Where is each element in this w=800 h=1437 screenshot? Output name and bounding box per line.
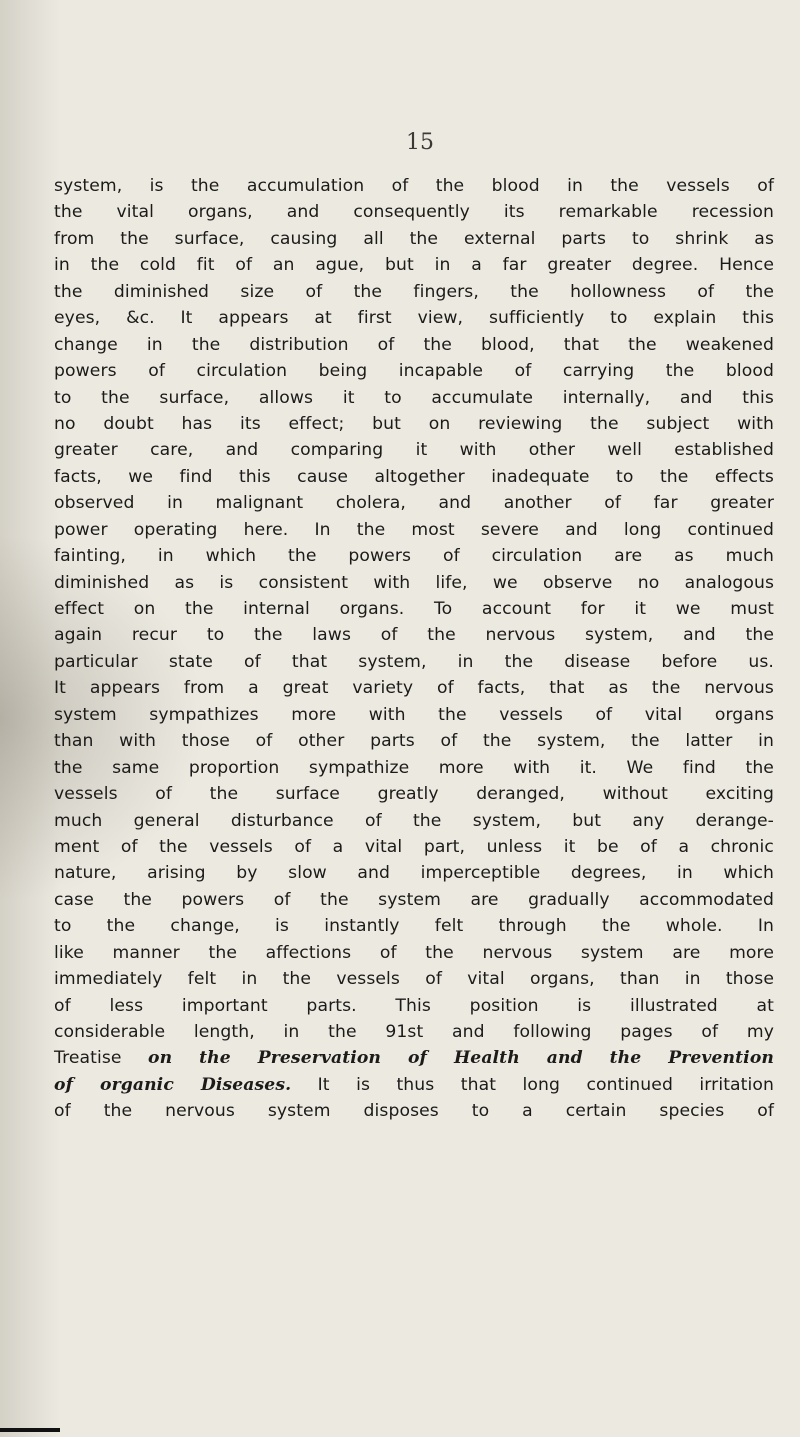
- text-line: particular state of that system, in the disease before us.: [54, 651, 774, 672]
- text-line: ment of the vessels of a vital part, unless it be of a chronic: [54, 836, 774, 857]
- text-line: fainting, in which the powers of circulation are as much: [54, 546, 774, 567]
- text-line: case the powers of the system are gradually accommodated: [54, 889, 774, 910]
- text-line: greater care, and comparing it with other well established: [54, 440, 774, 461]
- text-line: [54, 1045, 774, 1071]
- text-line: like manner the affections of the nervous system are more: [54, 942, 774, 963]
- text-line: in the cold fit of an ague, but in a far greater degree. Hence: [54, 255, 774, 276]
- text-line: of the nervous system disposes to a certain species of: [54, 1101, 774, 1122]
- text-line: power operating here. In the most severe and long continued: [54, 519, 774, 540]
- text-line: observed in malignant cholera, and another of far greater: [54, 493, 774, 514]
- text-line: considerable length, in the 91st and following pages of my: [54, 1022, 774, 1042]
- text-run: Treatise: [54, 1048, 149, 1069]
- text-line: It appears from a great variety of facts, that as the nervous: [54, 678, 774, 699]
- page-number: 15: [406, 130, 434, 155]
- text-line: change in the distribution of the blood, that the weakened: [54, 334, 774, 355]
- text-line: eyes, &c. It appears at first view, sufficiently to explain this: [54, 308, 774, 329]
- text-line: to the change, is instantly felt through the whole. In: [54, 916, 774, 937]
- text-line: diminished as is consistent with life, we observe no analogous: [54, 572, 774, 593]
- text-line: the same proportion sympathize more with it. We find the: [54, 757, 774, 778]
- text-line: powers of circulation being incapable of carrying the blood: [54, 361, 774, 382]
- text-line: the vital organs, and consequently its remarkable recession: [54, 202, 774, 223]
- text-line: again recur to the laws of the nervous system, and the: [54, 625, 774, 646]
- text-line: no doubt has its effect; but on reviewing the subject with: [54, 413, 774, 434]
- text-line: the diminished size of the fingers, the hollowness of the: [54, 281, 774, 302]
- text-line: system sympathizes more with the vessels of vital organs: [54, 704, 774, 725]
- text-line: from the surface, causing all the external parts to shrink as: [54, 228, 774, 249]
- text-line: vessels of the surface greatly deranged, without exciting: [54, 784, 774, 805]
- text-line: to the surface, allows it to accumulate internally, and this: [54, 387, 774, 408]
- text-line: much general disturbance of the system, but any derange-: [54, 810, 774, 831]
- text-line: system, is the accumulation of the blood in the vessels of: [54, 176, 774, 196]
- text-run: It is thus that long continued irritation: [291, 1074, 774, 1095]
- text-line: immediately felt in the vessels of vital organs, than in those: [54, 969, 774, 990]
- text-line: nature, arising by slow and imperceptible degrees, in which: [54, 863, 774, 884]
- body-text: [54, 173, 774, 1125]
- scan-edge-mark: [0, 1428, 60, 1432]
- text-line: [54, 1072, 774, 1098]
- text-line: effect on the internal organs. To account for it we must: [54, 599, 774, 619]
- text-line: than with those of other parts of the system, the latter in: [54, 731, 774, 752]
- treatise-title: on the Preservation of Health and the Prevention: [148, 1048, 774, 1069]
- text-line: of less important parts. This position is illustrated at: [54, 995, 774, 1016]
- treatise-title-cont: of organic Diseases.: [54, 1074, 292, 1095]
- text-line: facts, we find this cause altogether inadequate to the effects: [54, 466, 774, 487]
